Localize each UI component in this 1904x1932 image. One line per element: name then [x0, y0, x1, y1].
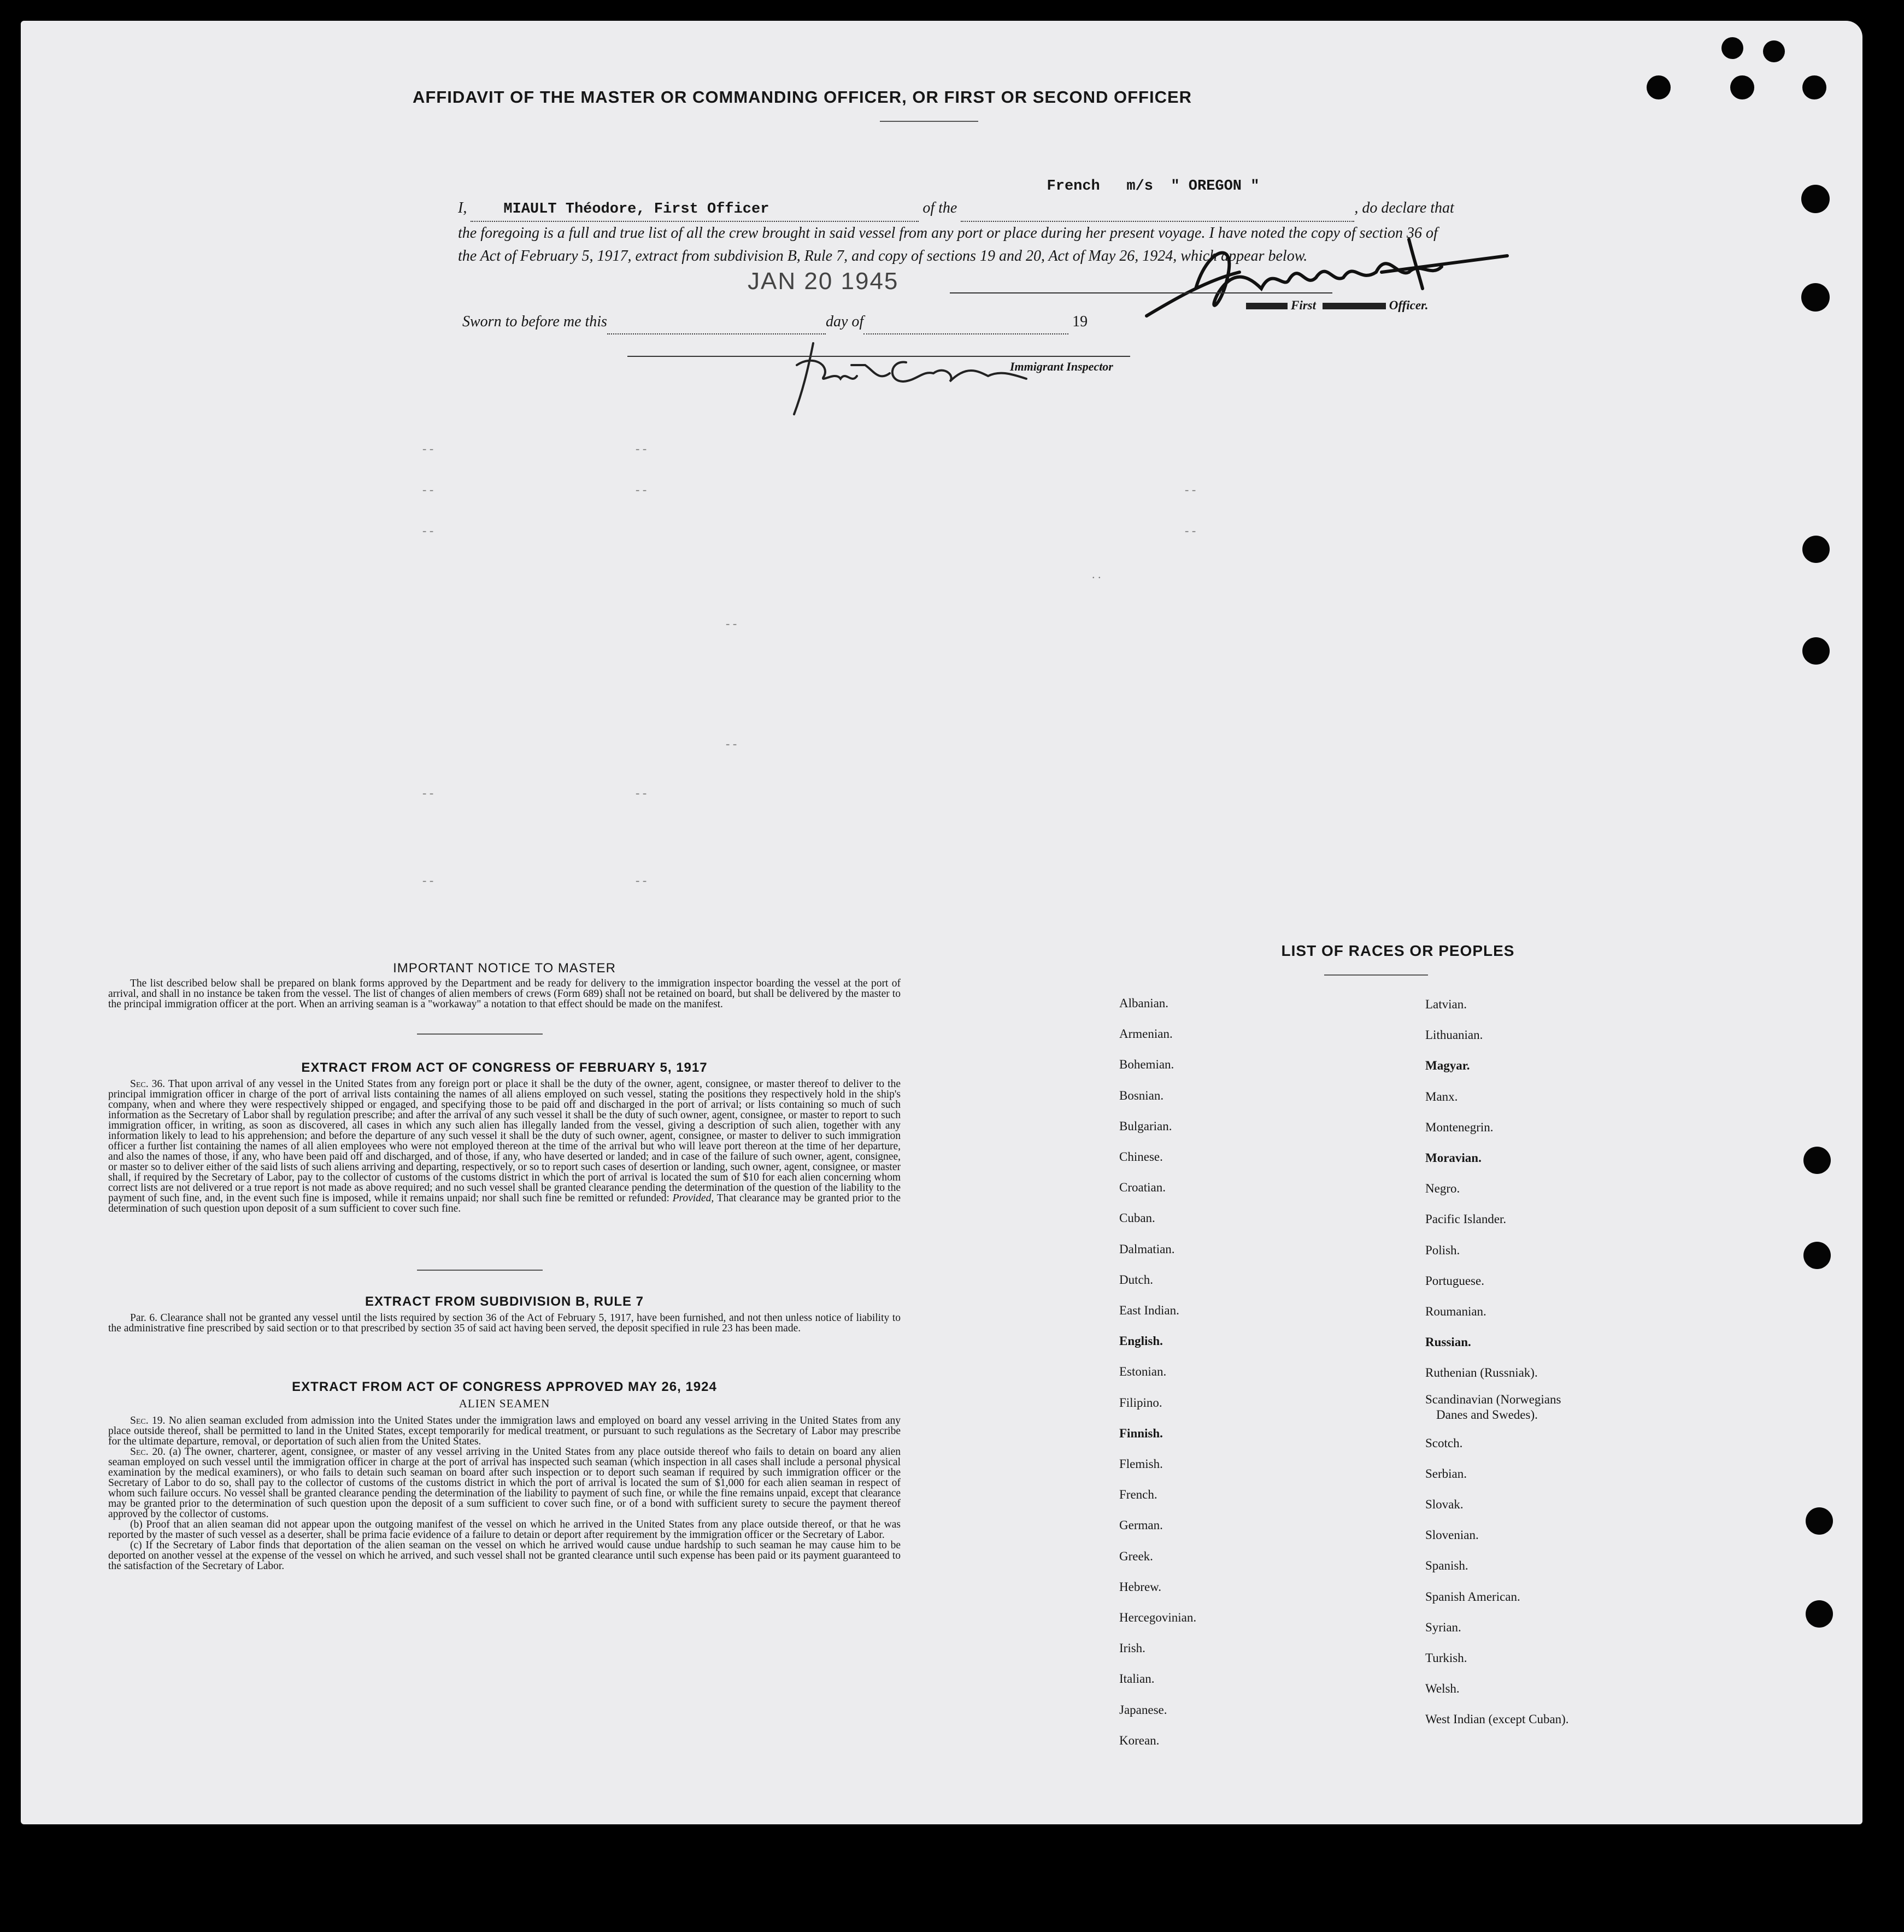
race-item: Chinese. — [1119, 1150, 1163, 1164]
sworn-day-field — [607, 310, 826, 334]
officer-label-strike — [1246, 303, 1288, 309]
bleed-mark: - - — [636, 786, 647, 800]
race-item: German. — [1119, 1518, 1163, 1532]
binder-hole — [1721, 37, 1743, 59]
binder-hole — [1802, 536, 1830, 563]
binder-hole — [1803, 1242, 1831, 1269]
race-item: Manx. — [1425, 1089, 1458, 1103]
sec19-label: Sec. 19. — [130, 1415, 166, 1426]
sec36-proviso: Provided, — [672, 1193, 714, 1204]
race-item: Welsh. — [1425, 1682, 1460, 1696]
race-item: Syrian. — [1425, 1620, 1461, 1634]
rule7-paragraph: Par. 6. Clearance shall not be granted any vessel until the lists required by section 36 of the Act of February 5, 1917, have been furnished, and not then unless notice of liability to the administrative fine prescribed by said section or to that prescribed by section 35 of said act having been served, the deposit specified in rule 23 has been made. — [108, 1312, 901, 1334]
bleed-mark: - - — [636, 483, 647, 496]
day-of-label: day of — [825, 313, 864, 330]
race-item: Estonian. — [1119, 1365, 1167, 1379]
title-rule — [880, 121, 978, 122]
binder-hole — [1802, 637, 1830, 665]
declaration-intro: I, — [458, 199, 467, 216]
race-item: Polish. — [1425, 1243, 1460, 1257]
sec20a-text: (a) The owner, charterer, agent, consignee, or master of any vessel arriving in the United States from any place outside thereof who fails to detain on board any alien seaman employed on such vessel until the immigration officer in charge at the port of arrival has inspected such seaman (which inspection in all cases shall include a personal physical examination by the medical examiners), or who fails to detain such seaman on board after such inspection or to deport such seaman if required by such immigration officer or the Secretary of Labor to do so, shall pay to the collector of customs of the customs district in which the port of arrival is located the sum of $1,000 for each alien seaman in respect of whom such failure occurs. No vessel shall be granted clearance pending the determination of the liability to payment of such fine, or while the fine remains unpaid, except that clearance may be granted prior to the determination of such question upon the deposit of a sum sufficient to cover such fine, or of a bond with sufficient surety to secure the payment thereof approved by the collector of customs. — [108, 1446, 901, 1520]
section-rule — [417, 1270, 543, 1271]
race-item: Magyar. — [1425, 1059, 1470, 1073]
inspector-label: Immigrant Inspector — [1010, 360, 1113, 373]
sec20a-paragraph — [108, 1447, 901, 1519]
race-item-scandinavian — [1425, 1389, 1569, 1428]
race-item: Spanish American. — [1425, 1589, 1520, 1604]
officer-signature — [1125, 228, 1518, 332]
sworn-line — [462, 310, 1118, 334]
sec36-paragraph — [108, 1079, 901, 1214]
binder-hole — [1730, 75, 1754, 99]
race-item: Greek. — [1119, 1549, 1153, 1563]
officer-label — [1246, 298, 1429, 313]
race-item: Flemish. — [1119, 1457, 1163, 1471]
race-item: Slovak. — [1425, 1498, 1464, 1512]
race-item: Finnish. — [1119, 1426, 1163, 1440]
extract-1917-text — [108, 1079, 901, 1214]
bleed-mark: - - — [422, 483, 434, 496]
race-item: Irish. — [1119, 1641, 1145, 1655]
binder-hole — [1803, 1147, 1831, 1174]
race-item: Dalmatian. — [1119, 1242, 1175, 1256]
rule7-heading: EXTRACT FROM SUBDIVISION B, RULE 7 — [365, 1294, 644, 1309]
bleed-mark: - - — [422, 524, 434, 537]
bleed-mark: - - — [726, 737, 737, 750]
race-item: Korean. — [1119, 1733, 1160, 1747]
races-left-column — [1119, 988, 1196, 1756]
sec36-proviso-rest: That clearance may be granted prior to the determination of such question upon deposit of a sum sufficient to cover such fine. — [108, 1193, 901, 1214]
race-item: Russian. — [1425, 1335, 1471, 1349]
races-heading: LIST OF RACES OR PEOPLES — [1281, 942, 1515, 959]
document-page — [21, 21, 1862, 1824]
race-item: French. — [1119, 1488, 1157, 1502]
race-item: Armenian. — [1119, 1027, 1173, 1041]
extract-1924-text — [108, 1416, 901, 1571]
race-item: Cuban. — [1119, 1211, 1155, 1225]
rule7-text — [108, 1313, 901, 1334]
extract-1917-heading: EXTRACT FROM ACT OF CONGRESS OF FEBRUARY 5, 1917 — [301, 1060, 708, 1075]
race-item: Slovenian. — [1425, 1528, 1479, 1542]
notice-paragraph: The list described below shall be prepared on blank forms approved by the Department and be ready for delivery to the immigration inspector boarding the vessel at the port of arrival, and shall in no instance be taken from the vessel. The list of changes of alien members of crews (Form 689) shall not be retained on board, but shall be delivered by the master to the principal immigration officer at the port. When an arriving seaman is a "workaway" a notation to that effect should be made on the manifest. — [108, 978, 901, 1010]
race-item: Negro. — [1425, 1182, 1460, 1196]
officer-label-first: First — [1291, 298, 1317, 312]
bleed-mark: . . — [1092, 567, 1101, 581]
officer-signature-line — [950, 292, 1332, 293]
race-item: Albanian. — [1119, 996, 1169, 1010]
year-prefix: 19 — [1072, 313, 1088, 330]
alien-seamen-heading: ALIEN SEAMEN — [459, 1397, 550, 1410]
race-item-line: Danes and Swedes). — [1436, 1407, 1538, 1422]
binder-hole — [1806, 1507, 1833, 1535]
race-item: Roumanian. — [1425, 1305, 1486, 1319]
section-rule — [417, 1033, 543, 1035]
race-item: Portuguese. — [1425, 1273, 1484, 1288]
vessel-name: French m/s " OREGON " — [1047, 178, 1260, 195]
sworn-label: Sworn to before me this — [462, 313, 607, 330]
date-stamp: JAN 20 1945 — [748, 268, 899, 295]
officer-name: MIAULT Théodore, First Officer — [503, 201, 769, 218]
bleed-mark: - - — [1185, 483, 1196, 496]
notice-heading: IMPORTANT NOTICE TO MASTER — [393, 961, 616, 976]
binder-hole — [1647, 75, 1671, 99]
sec20b-paragraph: (b) Proof that an alien seaman did not appear upon the outgoing manifest of the vessel on which he arrived in the United States from any place outside thereof, or that he was reported by the master of such vessel as a deserter, shall be prima facie evidence of a failure to detain or deport after requirement by the immigration officer or the Secretary of Labor. — [108, 1519, 901, 1541]
affidavit-title: AFFIDAVIT OF THE MASTER OR COMMANDING OFFICER, OR FIRST OR SECOND OFFICER — [412, 87, 1192, 107]
bleed-mark: - - — [422, 786, 434, 800]
race-item: Croatian. — [1119, 1181, 1166, 1195]
bleed-mark: - - — [422, 442, 434, 455]
race-item: Hebrew. — [1119, 1579, 1162, 1594]
binder-hole — [1801, 185, 1830, 213]
binder-hole — [1763, 40, 1785, 62]
sec20c-paragraph: (c) If the Secretary of Labor finds that deportation of the alien seaman on the vessel on which he arrived would cause undue hardship to such seaman he may cause him to be deported on another vessel at the expense of the vessel on which he arrived, and such vessel shall not be granted clearance until such expense has been paid or its payment guaranteed to the satisfaction of the Secretary of Labor. — [108, 1540, 901, 1572]
notice-text — [108, 978, 901, 1009]
vessel-field — [961, 152, 1354, 222]
race-item: English. — [1119, 1334, 1163, 1348]
of-the-label: of the — [922, 199, 957, 216]
sec19-text: No alien seaman excluded from admission into the United States under the immigration laws and employed on board any vessel arriving in the United States from any place outside thereof, shall be permitted to land in the United States, except temporarily for medical treatment, or pursuant to such regulations as the Secretary of Labor may prescribe for the ultimate departure, removal, or deportation of such alien from the United States. — [108, 1415, 901, 1447]
officer-name-field — [471, 198, 919, 222]
race-item: Dutch. — [1119, 1272, 1153, 1287]
race-item: Filipino. — [1119, 1395, 1162, 1410]
binder-hole — [1802, 75, 1826, 99]
race-item: Lithuanian. — [1425, 1028, 1483, 1042]
races-right-column — [1425, 989, 1569, 1735]
sec36-label: Sec. 36. — [130, 1078, 166, 1090]
bleed-mark: - - — [422, 873, 434, 887]
race-item: West Indian (except Cuban). — [1425, 1712, 1569, 1727]
race-item: Scotch. — [1425, 1436, 1463, 1450]
bleed-mark: - - — [726, 616, 737, 630]
race-item: Montenegrin. — [1425, 1120, 1494, 1134]
race-item: Hercegovinian. — [1119, 1611, 1197, 1625]
bleed-mark: - - — [636, 873, 647, 887]
race-item: Moravian. — [1425, 1151, 1482, 1165]
race-item: Bosnian. — [1119, 1088, 1164, 1102]
bleed-mark: - - — [1185, 524, 1196, 537]
sec36-text: That upon arrival of any vessel in the United States from any foreign port or place it shall be the duty of the owner, agent, consignee, or master thereof to deliver to the principal immigration officer in charge of the port of arrival lists containing the names of all aliens employed on such vessel, stating the positions they respectively hold in the ship's company, when and where they were respectively shipped or engaged, and specifying those to be paid off and discharged in the port of arrival; or lists containing so much of such information as the Secretary of Labor shall by regulation prescribe; and after the arrival of any such vessel it shall be the duty of such owner, agent, consignee, or master to report to such immigration officer, in writing, as soon as discovered, all cases in which any such alien has illegally landed from the vessel, giving a description of such alien, together with any information likely to lead to his apprehension; and before the departure of any such vessel it shall be the duty of such owner, agent, consignee, or master to deliver to such immigration officer a further list containing the names of all alien employees who were not employed thereon at the time of the arrival but who will leave port thereon at the time of her departure, and also the names of those, if any, who have been paid off and discharged, and of those, if any, who have deserted or landed; and in case of the failure of such owner, agent, consignee, or master so to deliver either of the said lists of such aliens arriving and departing, respectively, or so to report such cases of desertion or landing, such owner, agent, consignee, or master shall, if required by the Secretary of Labor, pay to the collector of customs of the customs district in which the port of arrival is located the sum of $10 for each alien concerning whom correct lists are not delivered or a true report is not made as above required; and no such vessel shall be granted clearance pending the determination of the question of the liability to the payment of such fine, and, in the event such fine is imposed, while it remains unpaid; nor shall such fine be remitted or refunded: — [108, 1078, 901, 1204]
declaration-body: that the foregoing is a full and true list of all the crew brought in said vessel from any port or place during her present voyage. I have noted the copy of section 36 of the Act of February 5, 1917, extract from subdivision B, Rule 7, and copy of sections 19 and 20, Act of May 26, 1924, which appear below. — [458, 199, 1454, 265]
race-item: Pacific Islander. — [1425, 1212, 1507, 1226]
race-item: Ruthenian (Russniak). — [1425, 1366, 1538, 1380]
do-declare-label: , do declare — [1354, 199, 1427, 216]
extract-1924-heading: EXTRACT FROM ACT OF CONGRESS APPROVED MAY 26, 1924 — [292, 1379, 717, 1394]
sec19-paragraph — [108, 1416, 901, 1447]
officer-label-officer: Officer. — [1389, 298, 1429, 312]
race-item: East Indian. — [1119, 1303, 1179, 1318]
inspector-signature-line — [627, 356, 1130, 357]
race-item-line: Scandinavian (Norwegians — [1425, 1392, 1561, 1406]
race-item: Bulgarian. — [1119, 1119, 1172, 1133]
race-item: Bohemian. — [1119, 1058, 1174, 1072]
binder-hole — [1801, 283, 1830, 312]
sec20-label: Sec. 20. — [130, 1446, 166, 1458]
binder-hole — [1806, 1600, 1833, 1628]
race-item: Turkish. — [1425, 1651, 1467, 1665]
race-item: Spanish. — [1425, 1559, 1468, 1573]
inspector-signature — [769, 332, 1032, 420]
races-rule — [1324, 974, 1428, 976]
race-item: Japanese. — [1119, 1702, 1167, 1717]
bleed-mark: - - — [636, 442, 647, 455]
sworn-month-field — [863, 310, 1068, 334]
officer-label-strike — [1323, 303, 1386, 309]
race-item: Italian. — [1119, 1672, 1155, 1686]
race-item: Latvian. — [1425, 997, 1467, 1011]
race-item: Serbian. — [1425, 1466, 1467, 1481]
